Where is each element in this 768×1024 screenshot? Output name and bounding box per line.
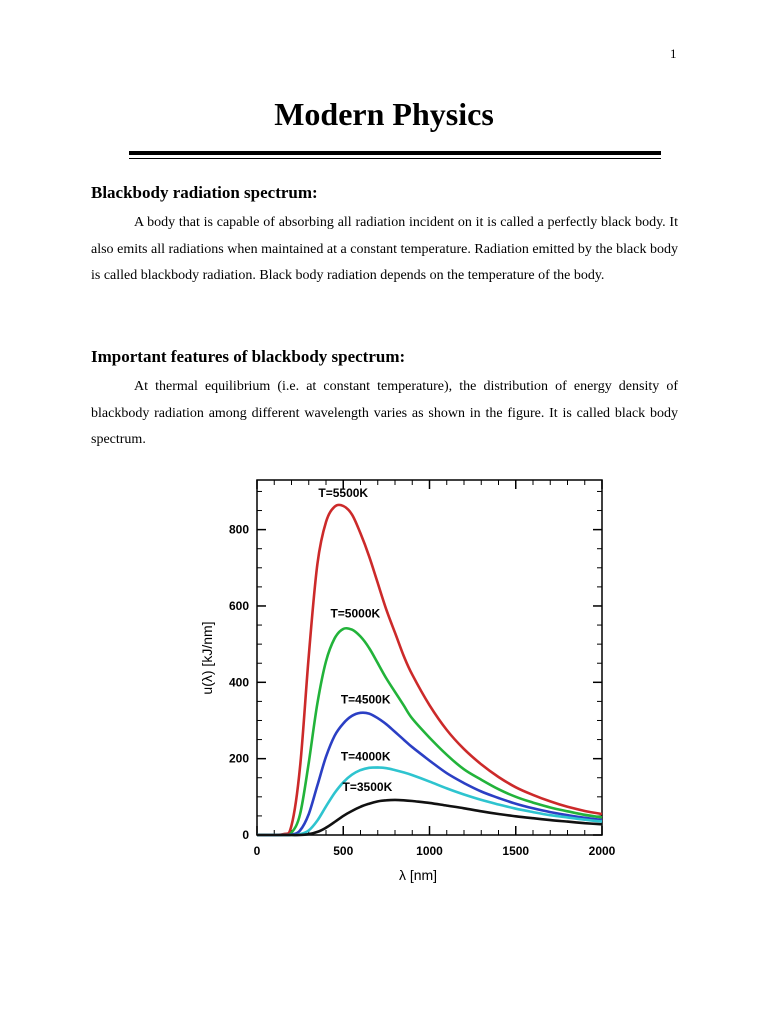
blackbody-spectrum-chart [190,470,630,890]
x-tick-label: 2000 [588,844,616,858]
series-line-t-4500k [257,713,602,835]
series-label: T=3500K [342,780,393,795]
y-tick-label: 0 [242,828,249,842]
x-tick-label: 0 [253,844,261,858]
y-tick-label: 800 [228,522,249,537]
title-rule-thin [129,158,661,159]
title-rule-thick [129,151,661,155]
series-label: T=5500K [318,486,369,501]
x-tick-label: 500 [333,844,354,858]
page-title: Modern Physics [274,96,494,132]
section-heading-features: Important features of blackbody spectrum: [91,347,406,366]
x-tick-label: 1000 [416,844,443,858]
paragraph-blackbody: A body that is capable of absorbing all radiation incident on it is called a perfectly black body. It also emits all radiations when maintained at a constant temperature. Radiation emitted by the black body is called blackbody radiation. Black body radiation depends on the temperature of the body. [91,215,678,283]
y-tick-label: 400 [228,675,249,690]
y-tick-label: 600 [228,598,249,613]
series-label: T=4500K [340,692,391,707]
series-label: T=5000K [330,606,381,621]
series-label: T=4000K [340,749,391,764]
y-tick-label: 200 [228,751,249,766]
y-axis-label: u(λ) [kJ/nm] [199,621,215,695]
paragraph-features: At thermal equilibrium (i.e. at constant temperature), the distribution of energy density of blackbody radiation among different wavelength varies as shown in the figure. It is called black body spectrum. [91,379,678,447]
series-line-t-5500k [257,505,602,835]
page-number: 1 [670,46,677,61]
x-tick-label: 1500 [502,844,530,858]
series-lines [257,505,602,835]
x-axis-label: λ [nm] [398,867,438,883]
section-heading-blackbody: Blackbody radiation spectrum: [91,183,318,202]
